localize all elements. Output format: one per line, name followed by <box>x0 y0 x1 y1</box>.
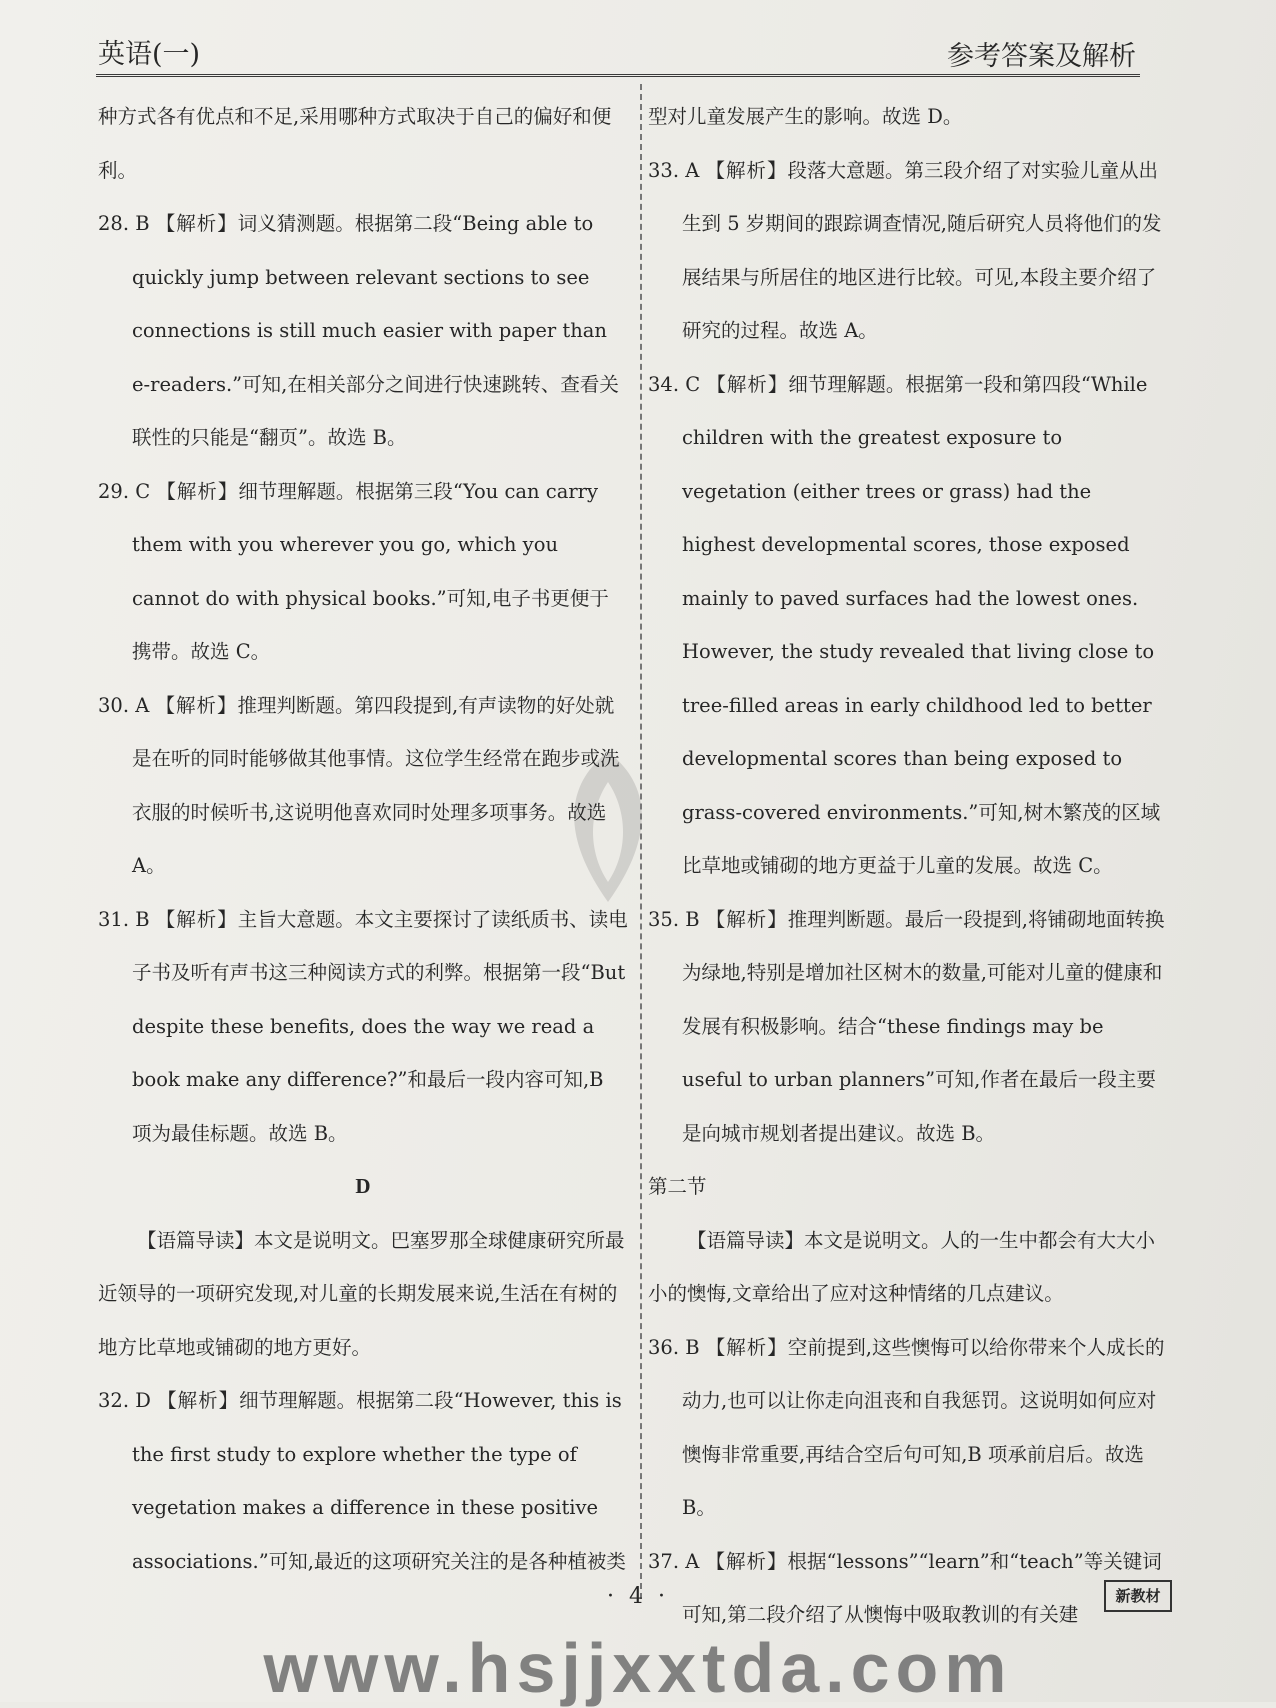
question-number: 37. A <box>648 1549 700 1573</box>
analysis-text: 根据“lessons”“learn”和“teach”等关键词可知,第二段介绍了从懊悔中吸取教训的有关建 <box>682 1549 1162 1626</box>
answer-item <box>98 1374 628 1588</box>
section-title: 参考答案及解析 <box>947 41 1136 72</box>
page-number: · 4 · <box>607 1584 669 1609</box>
continued-text: 种方式各有优点和不足,采用哪种方式取决于自己的偏好和便利。 <box>98 105 612 182</box>
answer-item <box>648 358 1166 893</box>
column-divider <box>640 84 642 1599</box>
question-number: 34. C <box>648 372 701 396</box>
passage-label: D <box>355 1174 371 1198</box>
analysis-text: 段落大意题。第三段介绍了对实验儿童从出生到 5 岁期间的跟踪调查情况,随后研究人员将他们的发展结果与所居住的地区进行比较。可见,本段主要介绍了研究的过程。故选 A。 <box>682 158 1162 342</box>
answer-item <box>98 465 628 679</box>
analysis-tag: 【解析】 <box>705 1335 788 1359</box>
question-number: 33. A <box>648 158 700 182</box>
analysis-text: 推理判断题。最后一段提到,将铺砌地面转换为绿地,特别是增加社区树木的数量,可能对儿童的健康和发展有积极影响。结合“these findings may be useful to urban planners”可知,作者在最后一段主要是向城市规划者提出建议。故选 B。 <box>682 907 1165 1145</box>
site-watermark: www.hsjjxxtda.com <box>263 1629 1013 1707</box>
analysis-tag: 【解析】 <box>705 907 788 931</box>
question-number: 28. B <box>98 212 150 235</box>
analysis-text: 空前提到,这些懊悔可以给你带来个人成长的动力,也可以让你走向沮丧和自我惩罚。这说明如何应对懊悔非常重要,再结合空后句可知,B 项承前启后。故选 B。 <box>682 1335 1165 1519</box>
analysis-tag: 【解析】 <box>705 158 788 182</box>
answer-item <box>98 197 628 465</box>
answer-item <box>98 893 628 1161</box>
page-header <box>96 26 1140 77</box>
analysis-tag: 【解析】 <box>155 212 238 235</box>
analysis-tag: 【解析】 <box>705 1549 788 1573</box>
analysis-text: 主旨大意题。本文主要探讨了读纸质书、读电子书及听有声书这三种阅读方式的利弊。根据第一段“But despite these benefits, does the way we read a book make any difference?”和最后一段内容可知,B 项为最佳标题。故选 B。 <box>132 907 628 1145</box>
analysis-text: 细节理解题。根据第一段和第四段“While children with the greatest exposure to vegetation (either trees or grass) had the highest developmental scores, those exposed mainly to paved surfaces had the lowest ones. However, the study revealed that living close to tree-filled areas in early childhood led to better developmental scores than being exposed to grass-covered environments.”可知,树木繁茂的区域比草地或铺砌的地方更益于儿童的发展。故选 C。 <box>682 372 1161 877</box>
analysis-tag: 【解析】 <box>157 1389 240 1412</box>
analysis-text: 细节理解题。根据第三段“You can carry them with you wherever you go, which you cannot do with physical books.”可知,电子书更便于携带。故选 C。 <box>132 479 609 663</box>
continued-text: 型对儿童发展产生的影响。故选 D。 <box>648 105 963 128</box>
new-textbook-badge: 新教材 <box>1104 1580 1172 1612</box>
analysis-tag: 【解析】 <box>155 693 238 717</box>
analysis-tag: 【解析】 <box>156 479 239 503</box>
answer-item <box>98 679 628 893</box>
analysis-tag: 【解析】 <box>155 907 238 931</box>
part-heading: 第二节 <box>648 1175 707 1198</box>
analysis-text: 词义猜测题。根据第二段“Being able to quickly jump between relevant sections to see connections is still much easier with paper than e-readers.”可知,在相关部分之间进行快速跳转、查看关联性的只能是“翻页”。故选 B。 <box>132 212 619 449</box>
question-number: 31. B <box>98 907 150 931</box>
answer-item <box>648 893 1166 1161</box>
analysis-text: 推理判断题。第四段提到,有声读物的好处就是在听的同时能够做其他事情。这位学生经常在跑步或洗衣服的时候听书,这说明他喜欢同时处理多项事务。故选 A。 <box>132 693 620 877</box>
question-number: 32. D <box>98 1389 151 1412</box>
right-column <box>648 90 1166 1642</box>
subject-title: 英语(一) <box>98 39 201 70</box>
analysis-text: 细节理解题。根据第二段“However, this is the first study to explore whether the type of vegetation makes a difference in these positive associations.”可知,最近的这项研究关注的是各种植被类 <box>132 1389 626 1573</box>
question-number: 30. A <box>98 693 150 717</box>
answer-item <box>648 144 1166 358</box>
answer-item <box>648 1321 1166 1535</box>
question-number: 29. C <box>98 479 151 503</box>
passage-guide: 【语篇导读】本文是说明文。人的一生中都会有大大小小的懊悔,文章给出了应对这种情绪的几点建议。 <box>648 1228 1156 1305</box>
left-column <box>98 90 628 1588</box>
analysis-tag: 【解析】 <box>706 372 789 396</box>
passage-guide: 【语篇导读】本文是说明文。巴塞罗那全球健康研究所最近领导的一项研究发现,对儿童的长期发展来说,生活在有树的地方比草地或铺砌的地方更好。 <box>98 1228 625 1359</box>
question-number: 36. B <box>648 1335 700 1359</box>
question-number: 35. B <box>648 907 700 931</box>
